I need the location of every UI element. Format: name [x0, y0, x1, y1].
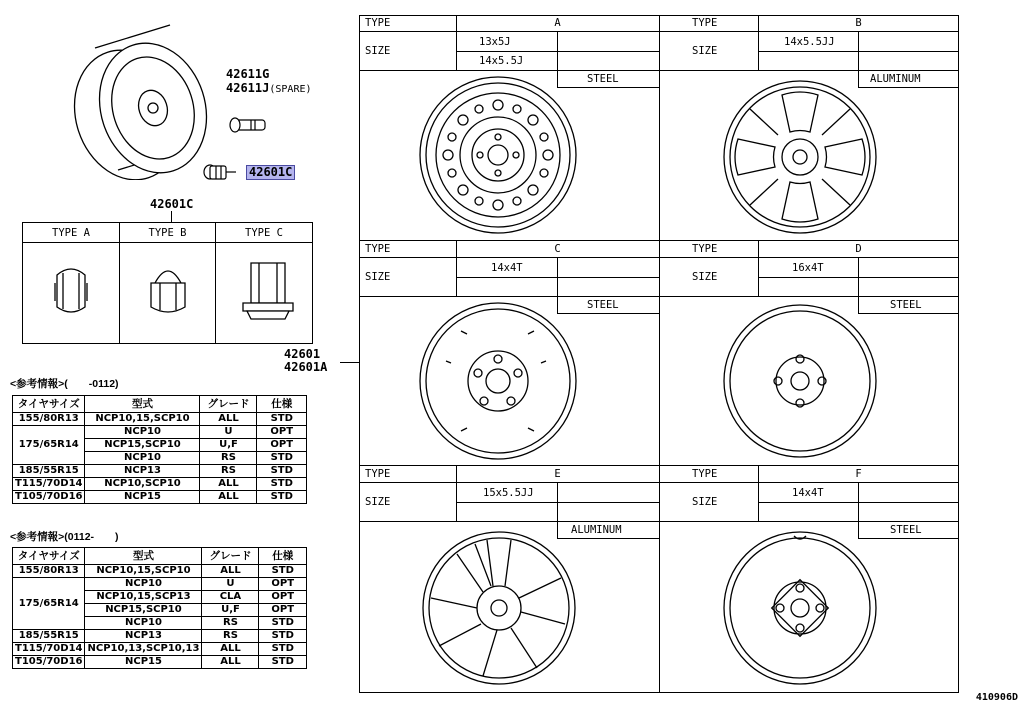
nut-type-c-label: TYPE C [245, 227, 283, 239]
model-cell: NCP15,SCP10 [85, 604, 202, 617]
tire-size-cell: 155/80R13 [13, 413, 85, 426]
wheel-callout-leader [340, 362, 360, 363]
model-cell: NCP15,SCP10 [85, 439, 200, 452]
tire-size-cell: T105/70D16 [13, 491, 85, 504]
nut-section-title[interactable]: 42601C [150, 197, 194, 211]
size-value: 13x5J [479, 36, 511, 48]
spec-cell: STD [257, 465, 307, 478]
size-label: SIZE [692, 271, 718, 283]
type-letter: B [855, 17, 862, 29]
model-cell: NCP10,13,SCP10,13 [85, 643, 202, 656]
ref-table-1-title: <参考情報>( -0112) [10, 378, 119, 390]
tire-size-cell: 185/55R15 [13, 465, 85, 478]
grade-cell: ALL [202, 565, 259, 578]
size-label: SIZE [692, 45, 718, 57]
nut-type-table [22, 222, 313, 344]
spec-cell: OPT [257, 439, 307, 452]
table-row [13, 426, 307, 439]
size-value: 14x4T [792, 487, 824, 499]
ref2-header-grade: グレード [202, 548, 259, 565]
valve-part-2-label[interactable]: 42611J [226, 81, 270, 95]
spec-cell: OPT [257, 426, 307, 439]
material-label: STEEL [890, 524, 922, 536]
nut-type-a-label: TYPE A [52, 227, 90, 239]
ref2-header-spec: 仕様 [259, 548, 307, 565]
model-cell: NCP10,15,SCP10 [85, 413, 200, 426]
spec-cell: STD [259, 617, 307, 630]
nut-type-b-label: TYPE B [148, 227, 187, 239]
spec-cell: STD [259, 643, 307, 656]
type-label: TYPE [692, 243, 718, 255]
table-row [13, 643, 307, 656]
type-label: TYPE [365, 243, 391, 255]
grade-cell: ALL [202, 656, 259, 669]
grade-cell: ALL [200, 478, 257, 491]
spec-cell: STD [257, 452, 307, 465]
model-cell: NCP10,SCP10 [85, 478, 200, 491]
highlighted-part-number[interactable]: 42601C [246, 165, 295, 180]
valve-part-number-1[interactable]: 42611G [226, 67, 270, 81]
ref-table-1 [12, 395, 307, 504]
size-value: 16x4T [792, 262, 824, 274]
type-letter: C [554, 243, 561, 255]
grade-cell: U [202, 578, 259, 591]
grade-cell: U [200, 426, 257, 439]
grade-cell: U,F [202, 604, 259, 617]
spec-cell: STD [257, 413, 307, 426]
wheel-panel-d[interactable] [660, 241, 959, 465]
material-label: STEEL [890, 299, 922, 311]
table-row [13, 478, 307, 491]
table-row [13, 413, 307, 426]
aluminum-wheel-b-drawing [720, 77, 880, 237]
ref-table-2 [12, 547, 307, 669]
model-cell: NCP15 [85, 491, 200, 504]
size-value: 14x4T [491, 262, 523, 274]
type-letter: D [855, 243, 862, 255]
wheel-part-number-1[interactable]: 42601 [284, 347, 321, 361]
valve-stem-drawing [225, 110, 275, 140]
wheel-panel-b[interactable] [660, 15, 959, 240]
grade-cell: CLA [202, 591, 259, 604]
nut-type-a-drawing [51, 263, 91, 318]
size-label: SIZE [365, 496, 391, 508]
grade-cell: U,F [200, 439, 257, 452]
material-label: STEEL [587, 73, 619, 85]
table-row [13, 656, 307, 669]
wheel-exploded-drawing [60, 20, 230, 180]
table-row [13, 565, 307, 578]
tire-size-cell: T105/70D16 [13, 656, 85, 669]
model-cell: NCP15 [85, 656, 202, 669]
size-value: 15x5.5JJ [483, 487, 534, 499]
type-label: TYPE [692, 468, 718, 480]
tire-size-cell: 185/55R15 [13, 630, 85, 643]
material-label: ALUMINUM [870, 73, 921, 85]
tire-size-cell: T115/70D14 [13, 643, 85, 656]
table-row [13, 465, 307, 478]
steel-wheel-c-drawing [416, 301, 580, 461]
wheel-panel-c[interactable] [359, 241, 659, 465]
size-value: 14x5.5J [479, 55, 524, 67]
ref2-header-model: 型式 [85, 548, 202, 565]
spec-cell: STD [257, 491, 307, 504]
grade-cell: RS [200, 465, 257, 478]
model-cell: NCP13 [85, 630, 202, 643]
table-row [13, 630, 307, 643]
spec-cell: OPT [259, 604, 307, 617]
size-label: SIZE [365, 271, 391, 283]
spec-cell: STD [257, 478, 307, 491]
table-row [13, 578, 307, 591]
ref1-header-spec: 仕様 [257, 396, 307, 413]
wheel-panel-f[interactable] [660, 466, 959, 693]
type-letter: A [554, 17, 561, 29]
grade-cell: ALL [200, 491, 257, 504]
spec-cell: STD [259, 656, 307, 669]
steel-wheel-a-drawing [416, 75, 580, 235]
nut-title-leader [171, 211, 172, 222]
type-label: TYPE [365, 468, 391, 480]
material-label: STEEL [587, 299, 619, 311]
model-cell: NCP10 [85, 452, 200, 465]
type-label: TYPE [365, 17, 391, 29]
type-letter: E [554, 468, 561, 480]
lug-nut-small-drawing [200, 160, 240, 186]
aluminum-wheel-e-drawing [419, 528, 579, 688]
model-cell: NCP10 [85, 426, 200, 439]
ref1-header-grade: グレード [200, 396, 257, 413]
ref-table-2-title: <参考情報>(0112- ) [10, 531, 119, 543]
nut-type-c-drawing [237, 257, 299, 323]
spec-cell: OPT [259, 591, 307, 604]
wheel-panel-a[interactable] [359, 15, 659, 240]
wheel-panel-e[interactable] [359, 466, 659, 693]
size-value: 14x5.5JJ [784, 36, 835, 48]
spec-cell: OPT [259, 578, 307, 591]
model-cell: NCP13 [85, 465, 200, 478]
model-cell: NCP10 [85, 578, 202, 591]
size-label: SIZE [365, 45, 391, 57]
spec-cell: STD [259, 630, 307, 643]
steel-wheel-f-drawing [720, 528, 880, 688]
nut-type-b-drawing [147, 261, 189, 319]
grade-cell: RS [202, 630, 259, 643]
size-label: SIZE [692, 496, 718, 508]
steel-wheel-d-drawing [720, 301, 880, 461]
model-cell: NCP10,15,SCP10 [85, 565, 202, 578]
grade-cell: ALL [202, 643, 259, 656]
grade-cell: RS [202, 617, 259, 630]
tire-size-cell: 175/65R14 [13, 578, 85, 630]
ref1-header-model: 型式 [85, 396, 200, 413]
wheel-part-number-2[interactable]: 42601A [284, 360, 328, 374]
material-label: ALUMINUM [571, 524, 622, 536]
type-letter: F [855, 468, 862, 480]
figure-id: 410906D [975, 692, 1018, 703]
type-label: TYPE [692, 17, 718, 29]
spare-label: (SPARE) [269, 84, 312, 95]
ref1-header-tire: タイヤサイズ [13, 396, 85, 413]
valve-part-number-2[interactable] [226, 82, 312, 96]
table-row [13, 491, 307, 504]
ref2-header-tire: タイヤサイズ [13, 548, 85, 565]
grade-cell: RS [200, 452, 257, 465]
spec-cell: STD [259, 565, 307, 578]
model-cell: NCP10,15,SCP13 [85, 591, 202, 604]
tire-size-cell: T115/70D14 [13, 478, 85, 491]
grade-cell: ALL [200, 413, 257, 426]
tire-size-cell: 175/65R14 [13, 426, 85, 465]
tire-size-cell: 155/80R13 [13, 565, 85, 578]
model-cell: NCP10 [85, 617, 202, 630]
